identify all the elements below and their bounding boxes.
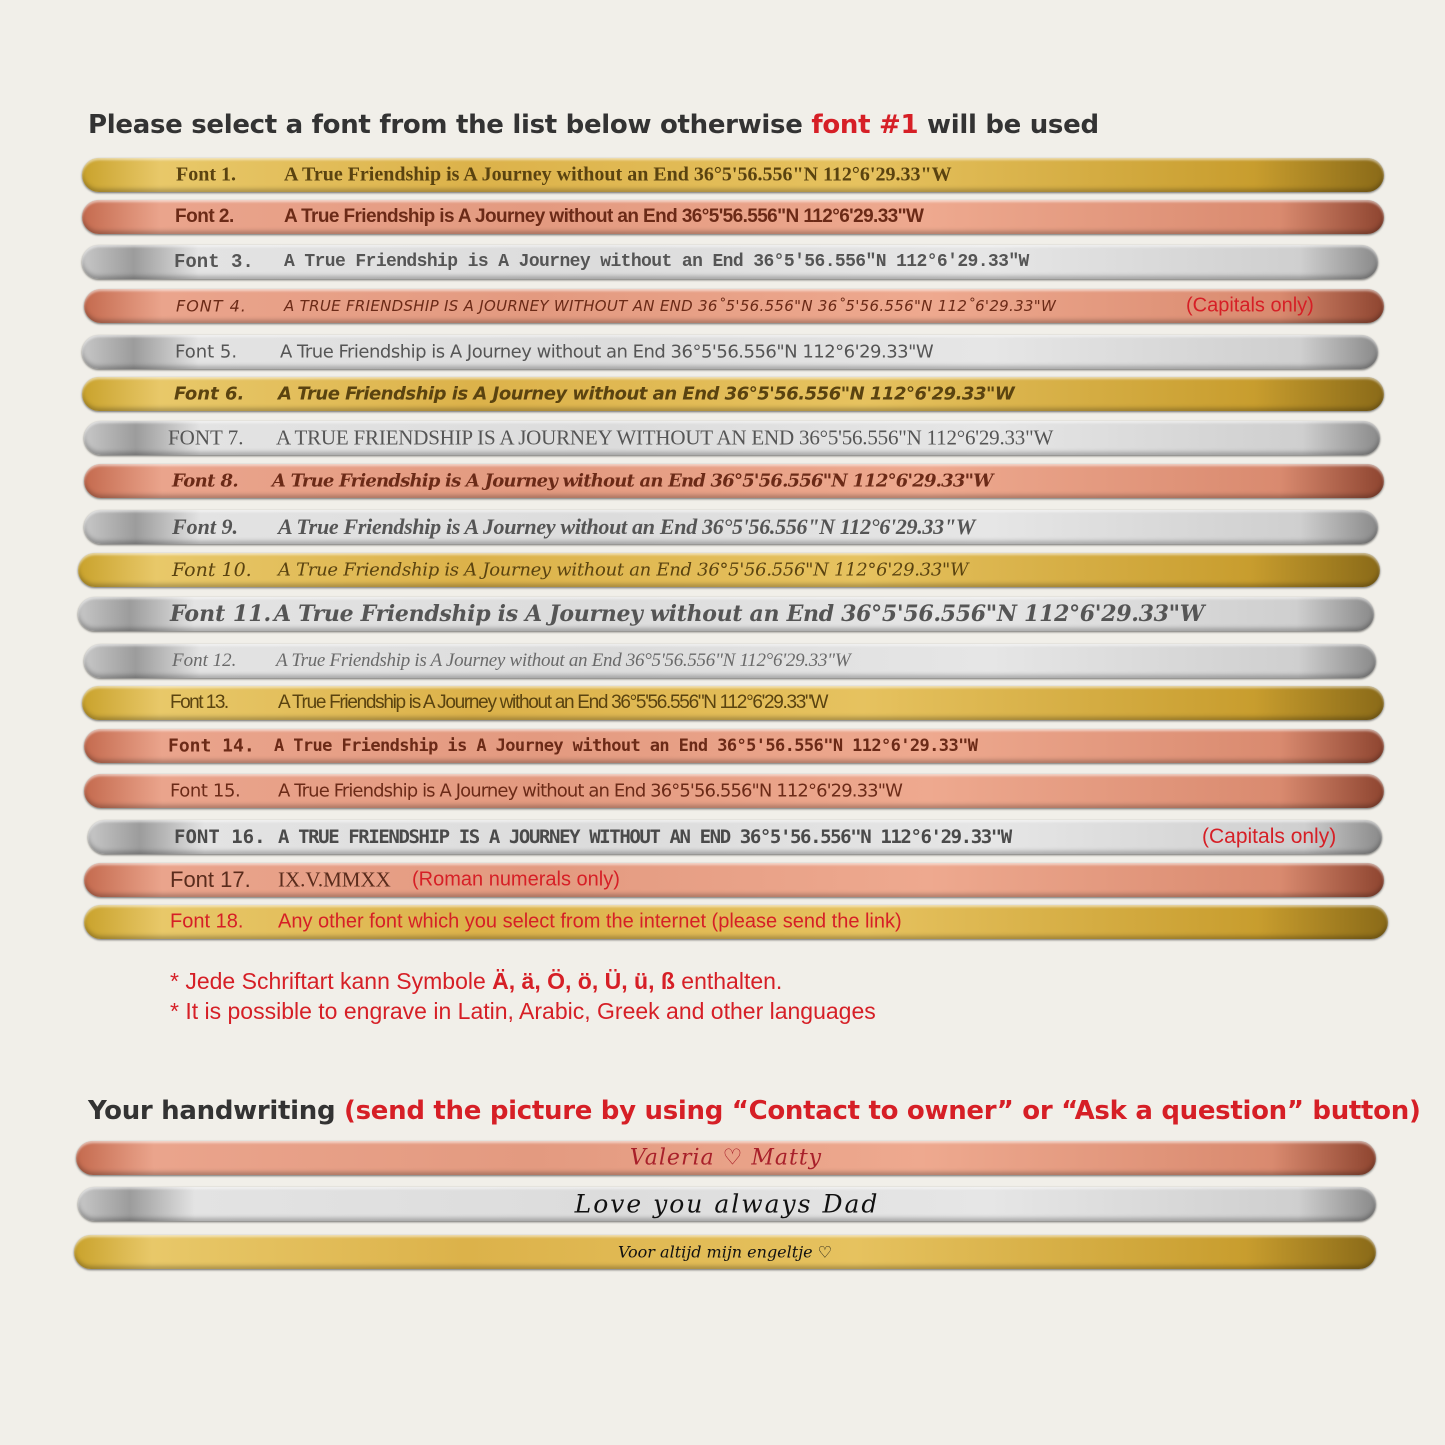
font-option-11[interactable] xyxy=(78,597,1374,631)
languages-note: * It is possible to engrave in Latin, Arabic, Greek and other languages xyxy=(170,998,876,1024)
note-symbols: Ä, ä, Ö, ö, Ü, ü, ß xyxy=(492,968,675,994)
font-option-14[interactable] xyxy=(84,729,1384,763)
font-sample: A True Friendship is A Journey without an End 36°5'56.556"N 112°6'29.33"W xyxy=(284,252,1029,272)
font-label: FONT 16. xyxy=(174,826,266,848)
roman-numerals-note: (Roman numerals only) xyxy=(412,868,620,891)
font-sample: A True Friendship is A Journey without an End 36°5'56.556"N 112°6'29.33"W xyxy=(274,601,1205,627)
font-sample: A True Friendship is A Journey without an End 36°5'56.556"N 112°6'29.33"W xyxy=(278,383,1015,405)
font-option-5[interactable] xyxy=(82,335,1378,369)
font-sample: A True Friendship is A Journey without an End 36°5'56.556"N 112°6'29.33"W xyxy=(284,206,924,227)
font-option-2[interactable] xyxy=(82,200,1384,234)
font-sample: A True Friendship is A Journey without an End 36°5'56.556"N 112°6'29.33"W xyxy=(278,514,975,539)
font-option-4[interactable] xyxy=(84,289,1384,323)
handwriting-text: Valeria ♡ Matty xyxy=(629,1145,823,1171)
font-label: Font 14. xyxy=(168,735,255,757)
font-label: Font 15. xyxy=(170,780,241,802)
handwriting-text: Love you always Dad xyxy=(574,1189,880,1219)
note-text: * Jede Schriftart kann Symbole xyxy=(170,968,493,994)
font-sample: A True Friendship is A Journey without an End 36°5'56.556"N 112°6'29.33"W xyxy=(278,559,969,581)
handwriting-title xyxy=(88,1096,1421,1126)
font-option-6[interactable] xyxy=(82,377,1384,411)
page-title xyxy=(88,110,1099,140)
font-sample: Any other font which you select from the internet (please send the link) xyxy=(278,910,902,933)
font-sample: A True Friendship is A Journey without an End 36°5'56.556"N 112°6'29.33"W xyxy=(278,692,828,713)
font-option-13[interactable] xyxy=(82,686,1384,720)
handwriting-sample-1[interactable] xyxy=(76,1141,1376,1175)
umlaut-note xyxy=(170,966,876,996)
font-label: FONT 4. xyxy=(176,296,247,316)
font-label: Font 1. xyxy=(176,163,236,186)
notes xyxy=(170,966,876,1026)
title-text-end: will be used xyxy=(918,110,1099,140)
font-option-15[interactable] xyxy=(84,774,1384,808)
font-sample: IX.V.MMXX xyxy=(278,867,391,892)
font-label: Font 12. xyxy=(172,650,237,671)
font-option-18[interactable] xyxy=(84,905,1388,939)
font-label: Font 8. xyxy=(172,470,239,492)
capitals-only-note: (Capitals only) xyxy=(1202,825,1337,848)
font-option-9[interactable] xyxy=(84,510,1378,544)
font-label: Font 10. xyxy=(172,559,252,581)
font-sample: A TRUE FRIENDSHIP IS A JOURNEY WITHOUT AN END 36°5'56.556"N 112°6'29.33"W xyxy=(276,425,1054,450)
handwriting-title-text: Your handwriting xyxy=(88,1096,345,1126)
font-option-3[interactable] xyxy=(82,245,1378,279)
font-option-10[interactable] xyxy=(78,553,1380,587)
font-label: Font 17. xyxy=(170,867,251,892)
font-sample: A True Friendship is A Journey without an End 36°5'56.556"N 112°6'29.33"W xyxy=(280,341,934,363)
capitals-only-note: (Capitals only) xyxy=(1186,294,1314,317)
font-sample: A TRUE FRIENDSHIP IS A JOURNEY WITHOUT AN END 36˚5'56.556"N 36˚5'56.556"N 112˚6'29.33"W xyxy=(284,297,1057,315)
font-label: FONT 7. xyxy=(168,425,244,450)
handwriting-text: Voor altijd mijn engeltje ♡ xyxy=(617,1242,833,1262)
font-option-17[interactable] xyxy=(84,863,1384,897)
font-label: Font 9. xyxy=(172,514,239,539)
handwriting-sample-2[interactable] xyxy=(78,1187,1376,1221)
font-sample: A True Friendship is A Journey without an End 36°5'56.556"N 112°6'29.33"W xyxy=(274,736,978,756)
font-sample: A True Friendship is A Journey without an End 36°5'56.556"N 112°6'29.33"W xyxy=(272,470,993,492)
title-highlight: font #1 xyxy=(811,110,919,140)
font-label: Font 18. xyxy=(170,910,244,933)
font-label: Font 6. xyxy=(174,383,245,405)
font-sample: A TRUE FRIENDSHIP IS A JOURNEY WITHOUT AN END 36°5'56.556"N 112°6'29.33"W xyxy=(278,826,1011,848)
font-option-16[interactable] xyxy=(88,820,1382,854)
font-sample: A True Friendship is A Journey without an End 36°5'56.556"N 112°6'29.33"W xyxy=(278,780,902,802)
font-sample: A True Friendship is A Journey without an End 36°5'56.556"N 112°6'29.33"W xyxy=(284,163,952,186)
font-label: Font 2. xyxy=(175,206,234,227)
handwriting-title-note: (send the picture by using “Contact to owner” or “Ask a question” button) xyxy=(344,1096,1421,1126)
title-text: Please select a font from the list below otherwise xyxy=(88,110,812,140)
note-text-end: enthalten. xyxy=(674,968,783,994)
font-option-7[interactable] xyxy=(84,421,1380,455)
handwriting-sample-3[interactable] xyxy=(74,1235,1376,1269)
font-label: Font 5. xyxy=(175,341,238,363)
font-sample: A True Friendship is A Journey without an End 36°5'56.556"N 112°6'29.33"W xyxy=(276,650,851,671)
font-option-8[interactable] xyxy=(84,464,1384,498)
font-option-12[interactable] xyxy=(84,644,1376,678)
font-option-1[interactable] xyxy=(82,158,1384,192)
font-label: Font 11. xyxy=(170,601,272,627)
font-label: Font 13. xyxy=(170,692,228,713)
font-label: Font 3. xyxy=(174,251,254,273)
